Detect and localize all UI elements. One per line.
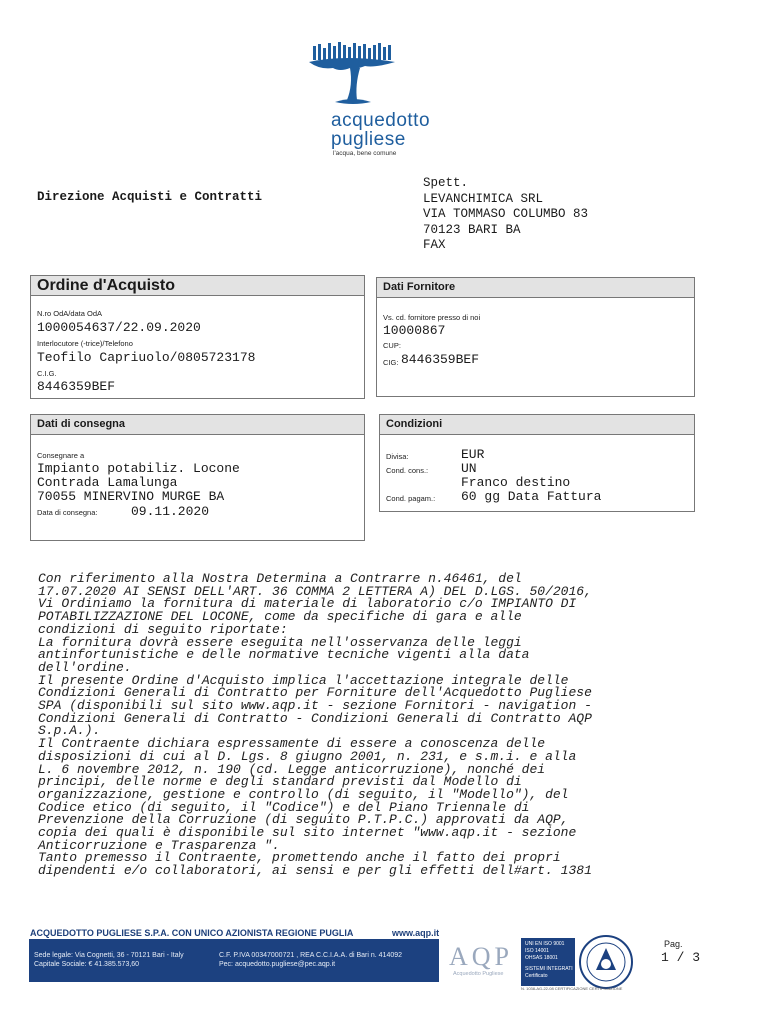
deliver-to-label: Consegnare a xyxy=(37,451,85,460)
payment-terms-value: 60 gg Data Fattura xyxy=(461,489,602,504)
body-line: dell'ordine. xyxy=(38,659,132,675)
cert-footnote: N. 1038-AG-22-08 CERTIFICAZIONE CERTIFICAZIONE xyxy=(521,986,623,991)
aqp-subtitle: Acquedotto Pugliese xyxy=(453,971,504,977)
body-line: condizioni di seguito riportate: xyxy=(38,621,288,637)
payment-terms-label: Cond. pagam.: xyxy=(386,494,436,503)
oda-value: 1000054637/22.09.2020 xyxy=(37,320,201,335)
cert-line: UNI EN ISO 9001 xyxy=(525,941,565,947)
body-line: Codice etico (di seguito, il "Codice") e del Piano Triennale di xyxy=(38,799,530,815)
department-title: Direzione Acquisti e Contratti xyxy=(37,190,263,204)
cert-line: OHSAS 18001 xyxy=(525,955,558,961)
conditions-box xyxy=(379,414,695,512)
body-line: Tanto premesso il Contraente, promettendo anche il fatto dei propri xyxy=(38,850,561,866)
order-box-title: Ordine d'Acquisto xyxy=(31,276,364,296)
brand-name-line1: acquedotto xyxy=(331,110,431,131)
delivery-box xyxy=(30,414,365,541)
page-number: 1 / 3 xyxy=(661,950,701,965)
recipient-line: Spett. xyxy=(423,176,469,190)
supplier-code-value: 10000867 xyxy=(383,323,446,338)
body-line: La fornitura dovrà essere eseguita nell'osservanza delle leggi xyxy=(38,634,522,650)
body-line: Vi Ordiniamo la fornitura di materiale di laboratorio c/o IMPIANTO DI xyxy=(38,596,577,612)
footer-sede: Sede legale: Via Cognetti, 36 - 70121 Bari - Italy xyxy=(34,952,184,959)
certification-seal-icon xyxy=(578,934,634,990)
currency-value: EUR xyxy=(461,447,485,462)
delivery-box-title: Dati di consegna xyxy=(31,415,364,435)
body-line: SPA (disponibili sul sito www.aqp.it - sezione Fornitori - navigation - xyxy=(38,698,592,714)
recipient-line: 70123 BARI BA xyxy=(423,222,521,237)
page-footer xyxy=(0,928,770,996)
company-logo xyxy=(305,40,465,165)
delivery-address-line: Contrada Lamalunga xyxy=(37,475,178,490)
supplier-box xyxy=(376,277,695,397)
delivery-terms-label: Cond. cons.: xyxy=(386,466,429,475)
recipient-line: LEVANCHIMICA SRL xyxy=(423,191,544,206)
footer-capitale: Capitale Sociale: € 41.385.573,60 xyxy=(34,961,140,968)
footer-company: ACQUEDOTTO PUGLIESE S.P.A. CON UNICO AZIONISTA REGIONE PUGLIA xyxy=(30,928,354,938)
interlocutore-value: Teofilo Capriuolo/0805723178 xyxy=(37,350,256,365)
body-line: L. 6 novembre 2012, n. 190 (cd. Legge anticorruzione), nonché dei xyxy=(38,761,546,777)
body-line: Condizioni Generali di Contratto - Condizioni Generali di Contratto AQP xyxy=(38,710,592,726)
body-line: 17.07.2020 AI SENSI DELL'ART. 36 COMMA 2 LETTERA A) DEL D.LGS. 50/2016, xyxy=(38,583,592,599)
body-line: POTABILIZZAZIONE DEL LOCONE, come da specifiche di gara e alle xyxy=(38,609,522,625)
delivery-date-label: Data di consegna: xyxy=(37,508,98,517)
certification-badge xyxy=(521,938,575,986)
delivery-address-line: 70055 MINERVINO MURGE BA xyxy=(37,489,225,504)
currency-label: Divisa: xyxy=(386,452,409,461)
supplier-code-label: Vs. cd. fornitore presso di noi xyxy=(383,313,481,322)
oda-label: N.ro OdA/data OdA xyxy=(37,309,103,318)
order-box xyxy=(30,275,365,399)
body-line: Il Contraente dichiara espressamente di essere a conoscenza delle xyxy=(38,736,546,752)
conditions-box-title: Condizioni xyxy=(380,415,694,435)
body-line: antinfortunistiche e delle normative tecniche vigenti alla data xyxy=(38,647,530,663)
recipient-line: FAX xyxy=(423,238,446,252)
recipient-address xyxy=(423,176,588,254)
aqp-mark: AQP xyxy=(449,942,514,971)
body-line: Con riferimento alla Nostra Determina a Contrarre n.46461, del xyxy=(38,571,522,586)
delivery-date-value: 09.11.2020 xyxy=(131,504,210,519)
delivery-address-line: Impianto potabiliz. Locone xyxy=(37,461,240,476)
aqp-logo xyxy=(447,942,515,982)
cert-line: SISTEMI INTEGRATI xyxy=(525,966,573,972)
cert-line: Certificato xyxy=(525,973,548,979)
body-line: Prevenzione della Corruzione (di seguito P.T.P.C.) approvati da AQP, xyxy=(38,812,569,828)
page-label: Pag. xyxy=(664,939,683,949)
body-line: copia dei quali è disponibile sul sito internet "www.aqp.it - sezione xyxy=(38,825,577,841)
body-line: disposizioni di cui al D. Lgs. 8 giugno 2001, n. 231, e s.m.i. e alla xyxy=(38,748,577,764)
body-line: Anticorruzione e Trasparenza ". xyxy=(38,837,280,853)
body-line: organizzazione, gestione e controllo (di seguito, il "Modello"), del xyxy=(38,786,569,802)
supplier-box-title: Dati Fornitore xyxy=(377,278,694,298)
cig-label: C.I.G. xyxy=(37,369,57,378)
delivery-terms-detail: Franco destino xyxy=(461,475,571,490)
supplier-cig-label: CIG: xyxy=(383,358,399,367)
body-line: Condizioni Generali di Contratto per Forniture dell'Acquedotto Pugliese xyxy=(38,685,592,701)
cig-value: 8446359BEF xyxy=(37,379,116,394)
supplier-cig-value: 8446359BEF xyxy=(401,352,480,367)
footer-website-link[interactable]: www.aqp.it xyxy=(392,928,440,938)
body-line: Il presente Ordine d'Acquisto implica l'accettazione integrale delle xyxy=(38,672,569,688)
delivery-terms-value: UN xyxy=(461,461,477,476)
cert-line: ISO 14001 xyxy=(525,948,549,954)
body-line: S.p.A.). xyxy=(38,723,101,739)
cup-label: CUP: xyxy=(383,341,401,350)
order-body-text xyxy=(38,573,738,878)
tree-logo-icon xyxy=(305,40,465,112)
footer-fiscal: C.F. P.IVA 00347000721 , REA C.C.I.A.A. di Bari n. 414092 xyxy=(219,952,403,959)
brand-name-line2: pugliese xyxy=(331,129,406,150)
footer-pec: Pec: acquedotto.pugliese@pec.aqp.it xyxy=(219,961,336,968)
recipient-line: VIA TOMMASO COLUMBO 83 xyxy=(423,207,589,221)
brand-tagline: l'acqua, bene comune xyxy=(333,150,397,157)
interlocutore-label: Interlocutore (-trice)/Telefono xyxy=(37,339,133,348)
body-line: principi, delle norme e degli standard previsti dal Modello di xyxy=(38,774,522,790)
footer-info-bar xyxy=(29,939,439,982)
body-line: dipendenti e/o collaboratori, ai sensi e per gli effetti dell#art. 1381 xyxy=(38,863,592,879)
